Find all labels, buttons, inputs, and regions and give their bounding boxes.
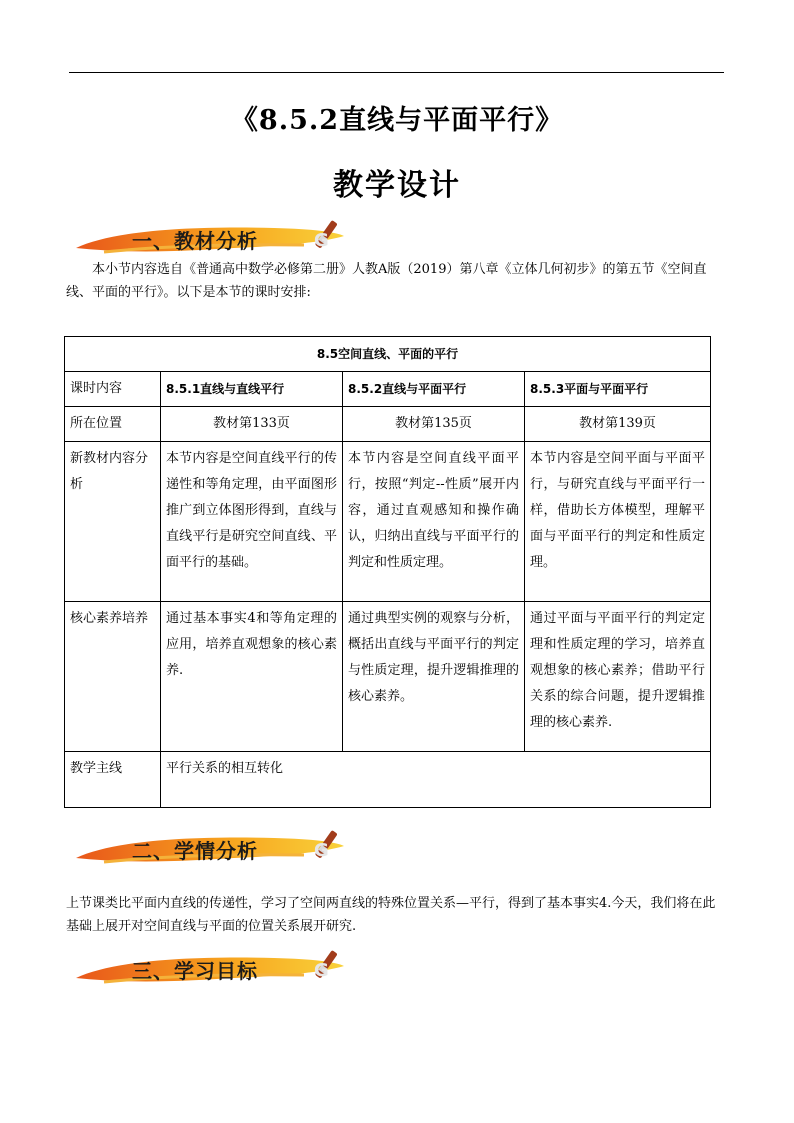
table-cell: 通过基本事实4和等角定理的应用，培养直观想象的核心素养. [161, 602, 343, 752]
table-header-cell: 8.5.3平面与平面平行 [525, 372, 711, 407]
section-banner-1 [74, 218, 374, 258]
svg-text:G: G [314, 230, 329, 251]
intro-paragraph: 本小节内容选自《普通高中数学必修第二册》人教A版（2019）第八章《立体几何初步》的第五节《空间直线、平面的平行》。以下是本节的课时安排: [66, 262, 707, 300]
svg-text:G: G [314, 960, 329, 981]
table-cell: 教材第135页 [343, 407, 525, 442]
row-label: 核心素养培养 [65, 602, 161, 752]
page-title: 《8.5.2直线与平面平行》 [230, 105, 564, 136]
table-cell: 本节内容是空间平面与平面平行，与研究直线与平面平行一样，借助长方体模型，理解平面与平面平行的判定和性质定理。 [525, 442, 711, 602]
table-header-cell: 课时内容 [65, 372, 161, 407]
table-cell: 通过平面与平面平行的判定定理和性质定理的学习，培养直观想象的核心素养；借助平行关系的综合问题，提升逻辑推理的核心素养. [525, 602, 711, 752]
row-label: 所在位置 [65, 407, 161, 442]
section-banner-3 [74, 948, 374, 988]
table-row [65, 407, 711, 442]
table-row [65, 442, 711, 602]
table-header-cell: 8.5.2直线与平面平行 [343, 372, 525, 407]
table-header-cell: 8.5.1直线与直线平行 [161, 372, 343, 407]
schedule-table [64, 336, 711, 808]
analysis-paragraph: 上节课类比平面内直线的传递性，学习了空间两直线的特殊位置关系—平行，得到了基本事实4.今天，我们将在此基础上展开对空间直线与平面的位置关系展开研究. [66, 896, 716, 934]
svg-text:G: G [314, 840, 329, 861]
table-cell: 本节内容是空间直线平面平行，按照“判定--性质”展开内容，通过直观感知和操作确认，归纳出直线与平面平行的判定和性质定理。 [343, 442, 525, 602]
table-cell: 教材第133页 [161, 407, 343, 442]
table-caption: 8.5空间直线、平面的平行 [65, 337, 711, 372]
table-cell: 教材第139页 [525, 407, 711, 442]
table-cell: 平行关系的相互转化 [161, 752, 711, 808]
table-cell: 本节内容是空间直线平行的传递性和等角定理，由平面图形推广到立体图形得到，直线与直线平行是研究空间直线、平面平行的基础。 [161, 442, 343, 602]
section-title-3: 三、学习目标 [132, 959, 258, 983]
section-title-2: 二、学情分析 [132, 839, 258, 863]
table-row [65, 752, 711, 808]
section-banner-2 [74, 828, 374, 868]
row-label: 新教材内容分析 [65, 442, 161, 602]
header-rule [69, 72, 724, 73]
section-title-1: 一、教材分析 [132, 229, 258, 253]
row-label: 教学主线 [65, 752, 161, 808]
table-row [65, 602, 711, 752]
page-subtitle: 教学设计 [333, 168, 461, 203]
table-cell: 通过典型实例的观察与分析，概括出直线与平面平行的判定与性质定理，提升逻辑推理的核心素养。 [343, 602, 525, 752]
